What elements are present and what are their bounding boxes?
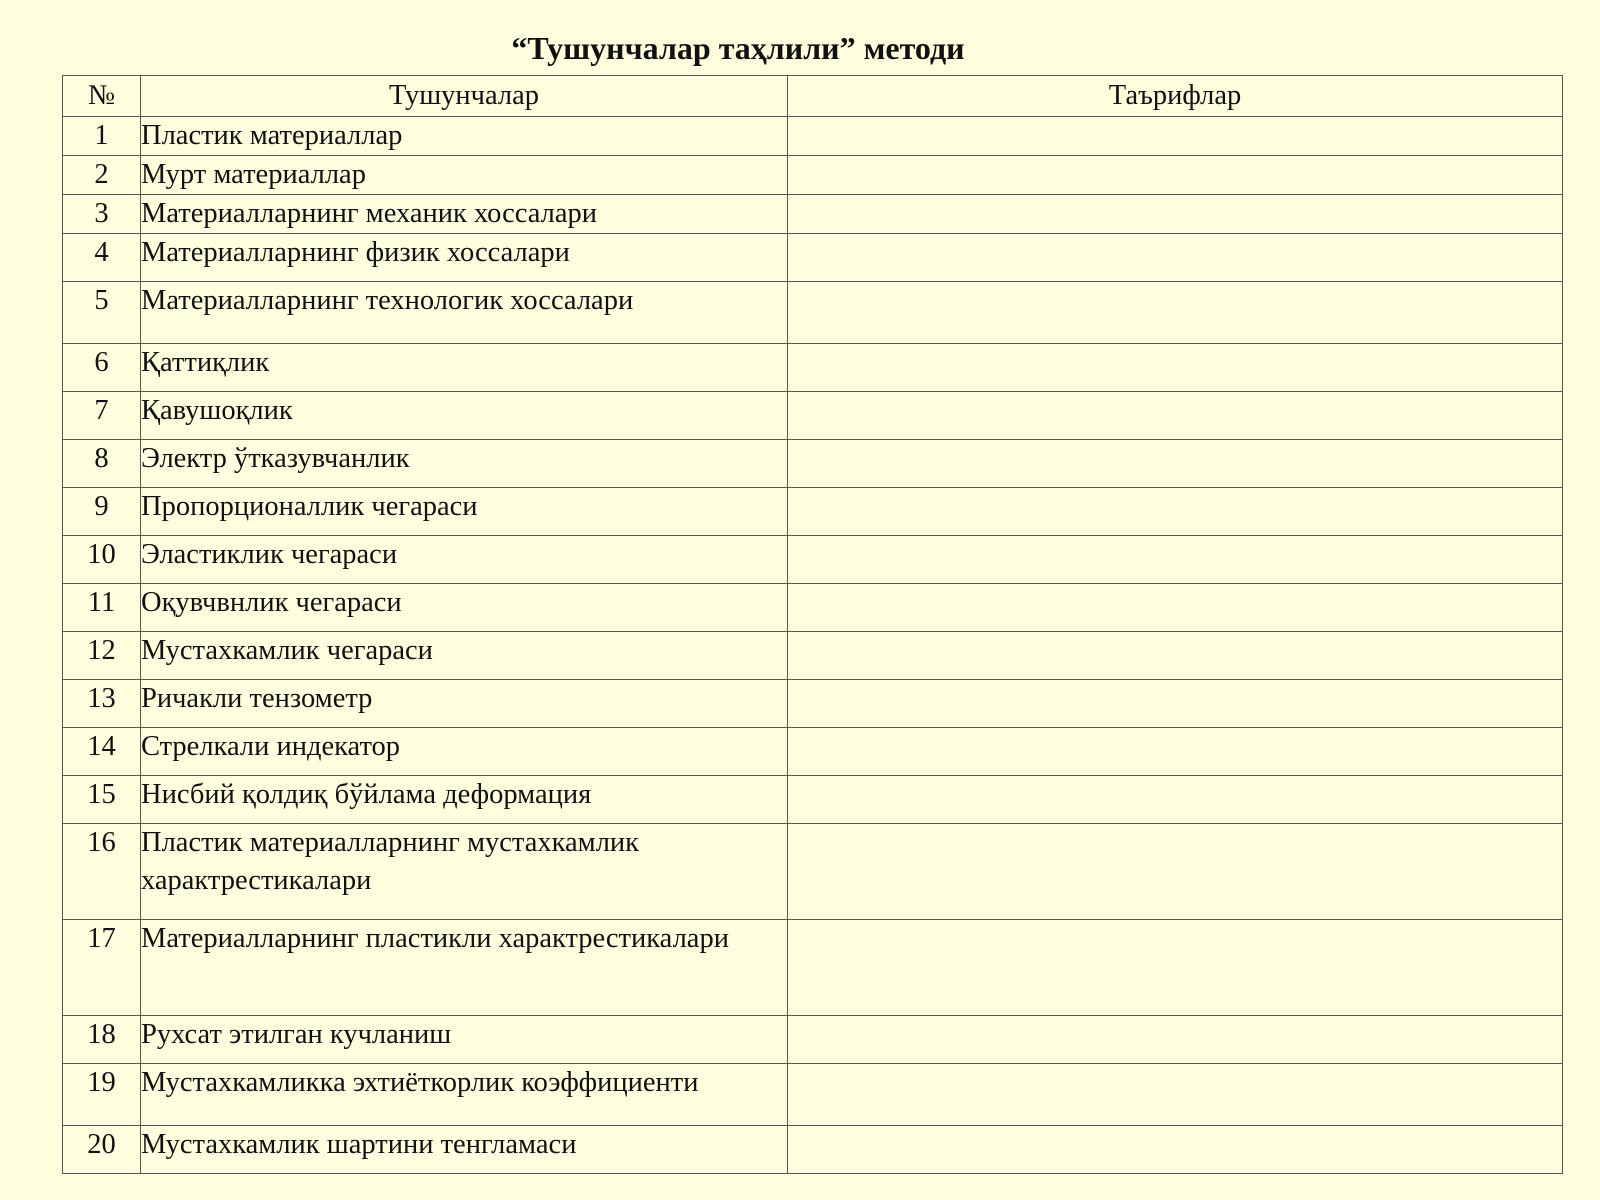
row-number: 20: [63, 1126, 141, 1174]
row-definition: [788, 234, 1563, 282]
row-definition: [788, 117, 1563, 156]
header-concepts: Тушунчалар: [141, 76, 788, 117]
table-row: [63, 680, 1563, 728]
row-term: Электр ўтказувчанлик: [141, 440, 788, 488]
row-definition: [788, 632, 1563, 680]
table-row: [63, 584, 1563, 632]
row-definition: [788, 195, 1563, 234]
row-term: Материалларнинг технологик хоссалари: [141, 282, 788, 344]
table-row: [63, 195, 1563, 234]
row-term: Стрелкали индекатор: [141, 728, 788, 776]
row-definition: [788, 920, 1563, 1016]
row-definition: [788, 1126, 1563, 1174]
table-row: [63, 282, 1563, 344]
row-definition: [788, 1016, 1563, 1064]
row-term: Нисбий қолдиқ бўйлама деформация: [141, 776, 788, 824]
row-number: 18: [63, 1016, 141, 1064]
row-term: Материалларнинг пластикли характрестикалари: [141, 920, 788, 1016]
row-number: 8: [63, 440, 141, 488]
table-header-row: [63, 76, 1563, 117]
table-row: [63, 1064, 1563, 1126]
row-number: 14: [63, 728, 141, 776]
row-definition: [788, 1064, 1563, 1126]
table-row: [63, 440, 1563, 488]
table-row: [63, 156, 1563, 195]
header-definitions: Таърифлар: [788, 76, 1563, 117]
table-row: [63, 536, 1563, 584]
table-row: [63, 920, 1563, 1016]
row-definition: [788, 488, 1563, 536]
row-term: Материалларнинг физик хоссалари: [141, 234, 788, 282]
row-number: 7: [63, 392, 141, 440]
row-number: 3: [63, 195, 141, 234]
row-number: 4: [63, 234, 141, 282]
row-term: Ричакли тензометр: [141, 680, 788, 728]
row-definition: [788, 776, 1563, 824]
row-number: 17: [63, 920, 141, 1016]
row-term: Пропорционаллик чегараси: [141, 488, 788, 536]
row-number: 15: [63, 776, 141, 824]
row-definition: [788, 440, 1563, 488]
table-row: [63, 776, 1563, 824]
table-row: [63, 728, 1563, 776]
row-number: 2: [63, 156, 141, 195]
table-row: [63, 344, 1563, 392]
row-definition: [788, 680, 1563, 728]
row-number: 10: [63, 536, 141, 584]
table-row: [63, 632, 1563, 680]
concepts-table: [62, 75, 1563, 1174]
row-term: Материалларнинг механик хоссалари: [141, 195, 788, 234]
row-term: Қаттиқлик: [141, 344, 788, 392]
row-term: Рухсат этилган кучланиш: [141, 1016, 788, 1064]
row-number: 13: [63, 680, 141, 728]
row-definition: [788, 728, 1563, 776]
row-number: 6: [63, 344, 141, 392]
row-number: 5: [63, 282, 141, 344]
row-definition: [788, 282, 1563, 344]
row-number: 9: [63, 488, 141, 536]
row-definition: [788, 824, 1563, 920]
row-term: Оқувчвнлик чегараси: [141, 584, 788, 632]
row-term: Мустахкамликка эхтиёткорлик коэффициенти: [141, 1064, 788, 1126]
row-number: 19: [63, 1064, 141, 1126]
row-definition: [788, 536, 1563, 584]
table-row: [63, 1126, 1563, 1174]
row-number: 12: [63, 632, 141, 680]
row-definition: [788, 156, 1563, 195]
row-term: Мустахкамлик чегараси: [141, 632, 788, 680]
header-number: №: [63, 76, 141, 117]
row-number: 16: [63, 824, 141, 920]
row-definition: [788, 392, 1563, 440]
table-row: [63, 488, 1563, 536]
table-row: [63, 1016, 1563, 1064]
row-number: 1: [63, 117, 141, 156]
row-term: Пластик материалларнинг мустахкамлик характрестикалари: [141, 824, 788, 920]
page-title: “Тушунчалар таҳлили” методи: [511, 30, 965, 66]
table-row: [63, 824, 1563, 920]
row-term: Пластик материаллар: [141, 117, 788, 156]
row-term: Эластиклик чегараси: [141, 536, 788, 584]
row-number: 11: [63, 584, 141, 632]
row-definition: [788, 584, 1563, 632]
row-term: Мустахкамлик шартини тенгламаси: [141, 1126, 788, 1174]
table-row: [63, 117, 1563, 156]
row-term: Мурт материаллар: [141, 156, 788, 195]
row-term: Қавушоқлик: [141, 392, 788, 440]
table-row: [63, 234, 1563, 282]
row-definition: [788, 344, 1563, 392]
table-row: [63, 392, 1563, 440]
